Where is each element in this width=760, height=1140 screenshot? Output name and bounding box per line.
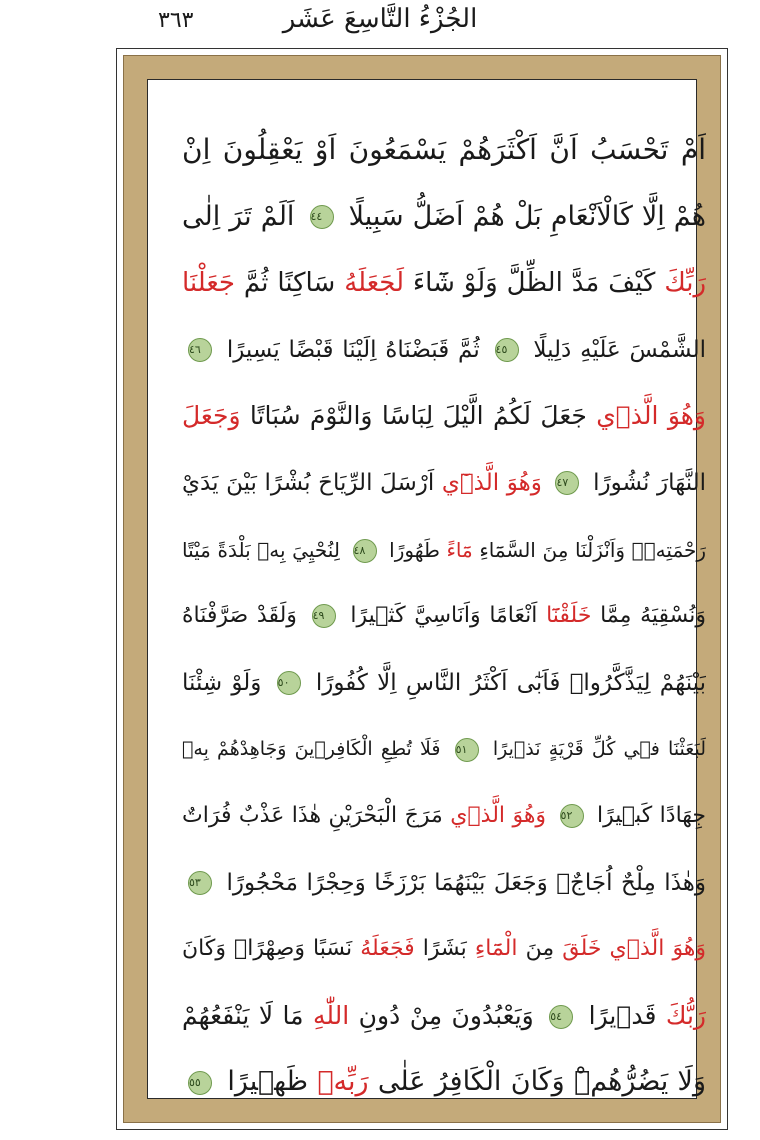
verse-text: فَلَا تُطِعِ الْكَافِر۪ينَ وَجَاهِدْهُمْ بِه۪ bbox=[182, 738, 441, 761]
verse-text: رَحْمَتِه۪ۚ وَاَنْزَلْنَا مِنَ السَّمَٓاءِ bbox=[472, 537, 706, 562]
verse-text: طَهُورًا bbox=[389, 537, 440, 562]
highlighted-text: رَبُّكَ bbox=[665, 1000, 706, 1030]
highlighted-text: خَلَقْنَٓا bbox=[546, 603, 592, 629]
text-line bbox=[182, 249, 706, 316]
verse-text: كَيْفَ مَدَّ الظِّلَّ وَلَوْ شَٓاءَ bbox=[404, 268, 656, 299]
verse-text: مِنَ bbox=[517, 936, 555, 962]
highlighted-text: وَهُوَ الَّذ۪ي خَلَقَ bbox=[562, 936, 706, 962]
highlighted-text: وَهُوَ الَّذ۪ي bbox=[450, 802, 547, 828]
page-frame bbox=[116, 48, 728, 1130]
verse-text: الشَّمْسَ عَلَيْهِ دَلِيلًا bbox=[533, 336, 706, 363]
text-line bbox=[182, 982, 706, 1049]
highlighted-text: فَجَعَلَهُ bbox=[360, 936, 415, 962]
text-line bbox=[182, 849, 706, 916]
decorative-border bbox=[123, 55, 721, 1123]
verse-text: وَلَوْ شِئْنَا bbox=[182, 669, 262, 696]
text-line bbox=[182, 649, 706, 716]
page-header bbox=[0, 0, 760, 46]
verse-text: مَرَجَ الْبَحْرَيْنِ هٰذَا عَذْبٌ فُرَاتٌ bbox=[182, 802, 443, 828]
highlighted-text: مَٓاءً bbox=[446, 537, 473, 562]
highlighted-text: وَهُوَ الَّذ۪ٓي bbox=[441, 469, 542, 496]
text-line bbox=[182, 316, 706, 383]
verse-text: سَاكِنًا ثُمَّ bbox=[235, 268, 336, 299]
verse-text: بَيْنَهُمْ لِيَذَّكَّرُواۘ فَاَبٰٓى اَكْثَرُ النَّاسِ اِلَّا كُفُورًا bbox=[315, 669, 706, 696]
verse-text: جِهَادًا كَب۪يرًا bbox=[597, 802, 706, 828]
juz-title: الجُزْءُ التَّاسِعَ عَشَر bbox=[282, 4, 478, 34]
verse-text: اَمْ تَحْسَبُ اَنَّ اَكْثَرَهُمْ يَسْمَعُونَ اَوْ يَعْقِلُونَ اِنْ bbox=[182, 133, 706, 166]
ayah-number-marker: ٤٦ bbox=[188, 338, 212, 362]
highlighted-text: وَجَعَلَ bbox=[182, 401, 241, 431]
text-line bbox=[182, 116, 706, 183]
verse-text: اَلَمْ تَرَ اِلٰى bbox=[182, 200, 295, 232]
ayah-number-marker: ٥١ bbox=[455, 738, 479, 762]
text-line bbox=[182, 382, 706, 449]
ayah-number-marker: ٥٤ bbox=[549, 1005, 573, 1029]
highlighted-text: رَبِّكَ bbox=[664, 268, 706, 299]
ayah-number-marker: ٥٠ bbox=[277, 671, 301, 695]
highlighted-text: الْمَٓاءِ bbox=[474, 936, 518, 962]
highlighted-text: جَعَلْنَا bbox=[182, 268, 235, 299]
ayah-number-marker: ٤٨ bbox=[353, 539, 377, 563]
text-line bbox=[182, 183, 706, 250]
verse-text: هُمْ اِلَّا كَالْاَنْعَامِ بَلْ هُمْ اَضَلُّ سَبِيلًا bbox=[348, 200, 706, 232]
text-line bbox=[182, 1048, 706, 1115]
verse-text: النَّهَارَ نُشُورًا bbox=[593, 469, 706, 496]
text-line bbox=[182, 582, 706, 649]
text-line bbox=[182, 449, 706, 516]
ayah-number-marker: ٤٧ bbox=[555, 471, 579, 495]
text-line bbox=[182, 782, 706, 849]
verse-text: ثُمَّ قَبَضْنَاهُ اِلَيْنَا قَبْضًا يَسِيرًا bbox=[226, 336, 480, 363]
highlighted-text: رَبِّه۪ bbox=[317, 1066, 369, 1098]
verse-text-area bbox=[182, 116, 706, 1116]
ayah-number-marker: ٥٣ bbox=[188, 871, 212, 895]
text-panel bbox=[147, 79, 706, 1099]
verse-text: اَنْعَامًا وَاَنَاسِيَّ كَث۪يرًا bbox=[350, 603, 538, 629]
verse-text: مَا لَا يَنْفَعُهُمْ bbox=[182, 1000, 304, 1030]
verse-text: اَرْسَلَ الرِّيَاحَ بُشْرًا بَيْنَ يَدَيْ bbox=[182, 469, 435, 496]
verse-text: ظَه۪يرًا bbox=[227, 1066, 309, 1098]
ayah-number-marker: ٤٥ bbox=[495, 338, 519, 362]
ayah-number-marker: ٤٤ bbox=[310, 205, 334, 229]
verse-text: وَلَا يَضُرُّهُمْۜ وَكَانَ الْكَافِرُ عَلٰى bbox=[368, 1066, 706, 1098]
verse-text: جَعَلَ لَكُمُ الَّيْلَ لِبَاسًا وَالنَّوْمَ سُبَاتًا bbox=[240, 401, 587, 431]
text-line bbox=[182, 516, 706, 583]
verse-text: بَشَرًا bbox=[414, 936, 467, 962]
highlighted-text: لَجَعَلَهُ bbox=[344, 268, 404, 299]
verse-text: لِنُحْيِيَ بِه۪ بَلْدَةً مَيْتًا bbox=[182, 537, 340, 562]
verse-text: وَنُسْقِيَهُ مِمَّا bbox=[591, 603, 706, 629]
highlighted-text: اللّٰهِ bbox=[312, 1000, 350, 1030]
page-number: ٣٦٣ bbox=[158, 8, 194, 33]
verse-text: قَد۪يرًا bbox=[588, 1000, 657, 1030]
verse-text: وَيَعْبُدُونَ مِنْ دُونِ bbox=[349, 1000, 534, 1030]
verse-text: وَلَقَدْ صَرَّفْنَاهُ bbox=[182, 603, 297, 629]
text-line bbox=[182, 715, 706, 782]
highlighted-text: وَهُوَ الَّذ۪ي bbox=[596, 401, 706, 431]
ayah-number-marker: ٤٩ bbox=[312, 604, 336, 628]
ayah-number-marker: ٥٢ bbox=[560, 804, 584, 828]
ayah-number-marker: ٥٥ bbox=[188, 1071, 212, 1095]
verse-text: نَسَبًا وَصِهْرًاۜ وَكَانَ bbox=[182, 936, 353, 962]
verse-text: وَهٰذَا مِلْحٌ اُجَاجٌۚ وَجَعَلَ بَيْنَهُمَا بَرْزَخًا وَحِجْرًا مَحْجُورًا bbox=[226, 869, 706, 896]
verse-text: لَبَعَثْنَا ف۪ي كُلِّ قَرْيَةٍ نَذ۪يرًا bbox=[492, 738, 706, 761]
text-line bbox=[182, 915, 706, 982]
